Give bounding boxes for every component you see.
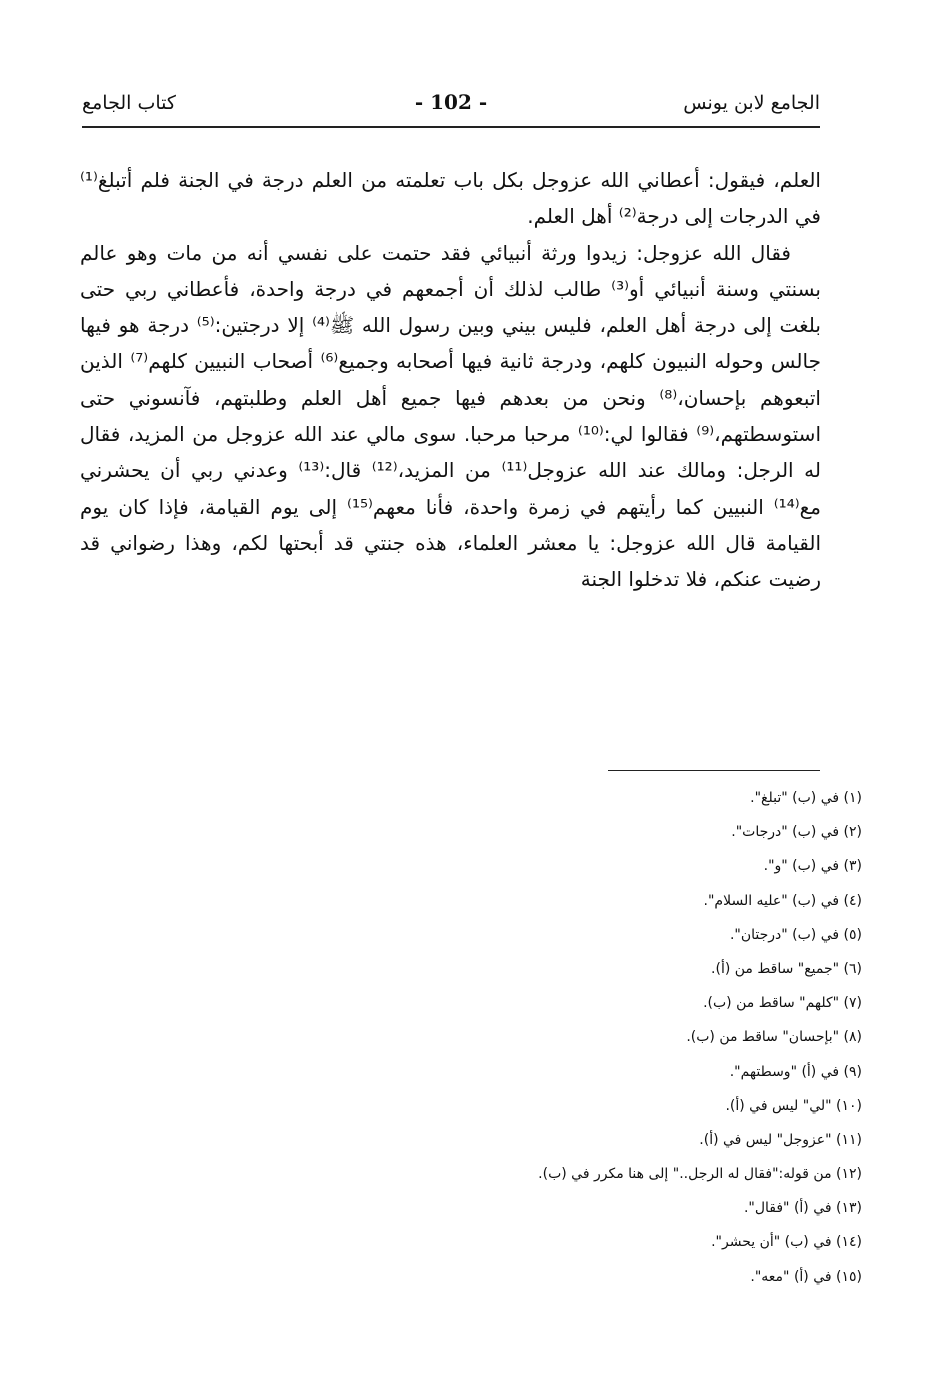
running-title-book: الجامع لابن يونس: [683, 92, 820, 114]
main-text: [80, 162, 821, 598]
header-rule: [82, 126, 820, 128]
footnote: (١٢) من قوله:"فقال له الرجل.." إلى هنا مكرر في (ب).: [538, 1166, 862, 1183]
footnote: (١) في (ب) "تبلغ".: [750, 790, 862, 806]
footnote: (١٠) "لي" ليس في (أ).: [725, 1097, 862, 1114]
footnote: (٧) "كلهم" ساقط من (ب).: [703, 995, 862, 1012]
page-header: [82, 92, 820, 122]
page-number: - 102 -: [414, 90, 488, 114]
footnote: (٢) في (ب) "درجات".: [731, 824, 862, 841]
paragraph: العلم، فيقول: أعطاني الله عزوجل بكل باب تعلمته من العلم درجة في الجنة فلم أتبلغ⁽¹⁾ في الدرجات إلى درجة⁽²⁾ أهل العلم.: [80, 168, 821, 229]
footnote: (٣) في (ب) "و".: [763, 858, 862, 875]
running-title-section: كتاب الجامع: [82, 92, 176, 114]
footnote: (١٤) في (ب) "أن يحشر".: [711, 1234, 862, 1251]
footnote: (١٥) في (أ) "معه".: [750, 1268, 862, 1285]
footnotes: [300, 784, 862, 1297]
footnote: (٩) في (أ) "وسطتهم".: [729, 1063, 862, 1080]
footnote: (٨) "بإحسان" ساقط من (ب).: [686, 1029, 862, 1046]
paragraph: فقال الله عزوجل: زيدوا ورثة أنبيائي فقد حتمت على نفسي أنه من مات وهو عالم بسنتي وسنة أنبيائي أو⁽³⁾ طالب لذلك أن أجمعهم في درجة واحدة، فأعطاني ربي حتى بلغت إلى درجة أهل العلم، فليس بيني وبين رسول الله ﷺ⁽⁴⁾ إلا درجتين:⁽⁵⁾ درجة هو فيها جالس وحوله النبيون كلهم، ودرجة ثانية فيها أصحابه وجميع⁽⁶⁾ أصحاب النبيين كلهم⁽⁷⁾ الذين اتبعوهم بإحسان،⁽⁸⁾ ونحن من بعدهم فيها جميع أهل العلم وطلبتهم، فآنسوني حتى استوسطتهم،⁽⁹⁾ فقالوا لي:⁽¹⁰⁾ مرحبا مرحبا. سوى مالي عند الله عزوجل من المزيد، فقال له الرجل: ومالك عند الله عزوجل⁽¹¹⁾ من المزيد،⁽¹²⁾ قال:⁽¹³⁾ وعدني ربي أن يحشرني مع⁽¹⁴⁾ النبيين كما رأيتهم في زمرة واحدة، فأنا معهم⁽¹⁵⁾ إلى يوم القيامة، فإذا كان يوم القيامة قال الله عزوجل: يا معشر العلماء، هذه جنتي قد أبحتها لكم، وهذا رضواني قد رضيت عنكم، فلا تدخلوا الجنة: [80, 240, 821, 592]
footnote: (٦) "جميع" ساقط من (أ).: [711, 960, 862, 977]
footnote: (٤) في (ب) "عليه السلام".: [703, 892, 862, 909]
footnote-separator: [608, 770, 820, 771]
footnote: (٥) في (ب) "درجتان".: [729, 926, 862, 943]
footnote: (١١) "عزوجل" ليس في (أ).: [699, 1131, 862, 1148]
footnote: (١٣) في (أ) "فقال".: [743, 1200, 862, 1217]
